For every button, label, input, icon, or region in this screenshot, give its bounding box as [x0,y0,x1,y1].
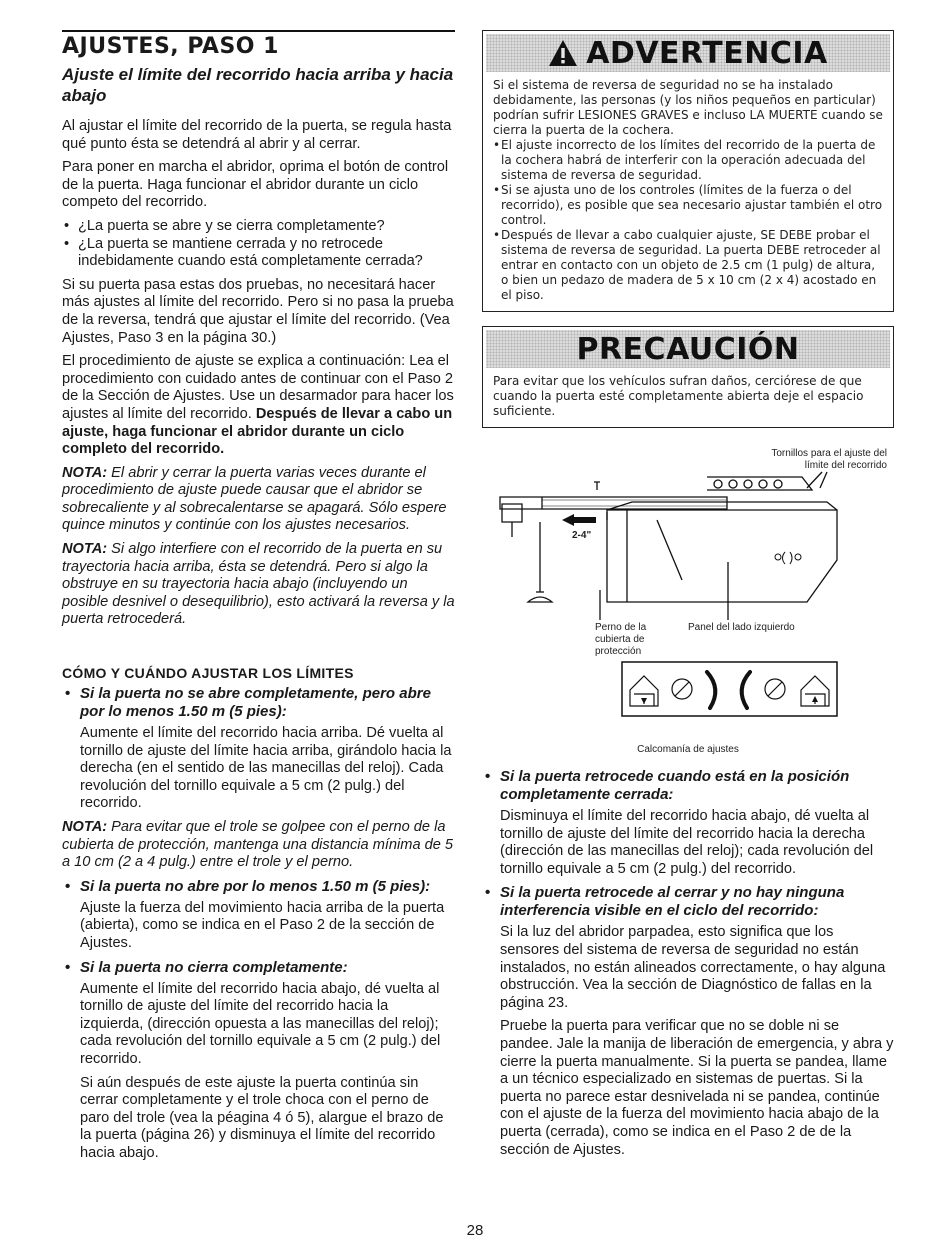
warning-box [482,30,894,312]
note-overheat [62,465,455,535]
case-not-fully-open [62,685,455,872]
caution-banner [486,330,890,368]
left-column [62,30,455,1169]
case-heading: • Si la puerta retrocede al cerrar y no hay ninguna interferencia visible en el ciclo del recorrido: [482,884,894,920]
procedure-paragraph [62,353,455,459]
right-column [482,30,894,1165]
list-item: • ¿La puerta se abre y se cierra completamente? [62,218,455,236]
case-text: Si aún después de este ajuste la puerta continúa sin cerrar completamente y el trole choca con el perno de paro del trole (vea la péagina 4 ó 5), alargue el brazo de la puerta (página 26) y disminuya el límite del recorrido hacia abajo. [80,1074,444,1161]
section-subtitle: Ajuste el límite del recorrido hacia arriba y hacia abajo [62,65,454,105]
right-cases [482,768,894,1159]
warning-bullet: • Si se ajusta uno de los controles (límites de la fuerza o del recorrido), es posible que sea necesario ajustar también el otro control. [493,183,883,228]
intro-paragraph: Al ajustar el límite del recorrido de la puerta, se regula hasta qué punto ésta se detendrá al abrir y al cerrar. [62,118,452,152]
case-heading: • Si la puerta no se abre completamente, pero abre por lo menos 1.50 m (5 pies): [62,685,455,721]
opener-illustration [482,442,894,652]
case-reverses-no-interference [482,884,894,1159]
panel-label: Panel del lado izquierdo [688,622,795,633]
screws-label: Tornillos para el ajuste del límite del recorrido [771,448,887,471]
bolt-label: Perno de la cubierta de protección [595,622,647,657]
note-trolley [62,819,455,872]
page-number: 28 [466,1222,484,1239]
warning-bullet: • El ajuste incorrecto de los límites del recorrido de la puerta de la cochera habrá de interferir con la operación adecuada del sistema de reversa de seguridad. [493,138,883,183]
tests-result-paragraph: Si su puerta pasa estas dos pruebas, no necesitará hacer más ajustes al límite del recorrido. Pero si no pasa la prueba de la reversa, tendrá que ajustar el límite del recorrido. (Vea Ajustes, Paso 3 en la página 30.) [62,276,454,346]
page-title: AJUSTES, PASO 1 [62,34,279,59]
note-text: Para evitar que el trole se golpee con el perno de la cubierta de protección, mantenga una distancia mínima de 5 a 10 cm (2 a 4 pulg.) entre el trole y el perno. [62,819,454,871]
decal-illustration [482,652,894,742]
case-text: Aumente el límite del recorrido hacia abajo, dé vuelta al tornillo de ajuste del límite del recorrido hacia la izquierda, (dirección opuesta a las manecillas del reloj); cada revolución del tornillo equivale a 5 cm (2 pulg.) del recorrido. [80,980,441,1067]
case-text: Ajuste la fuerza del movimiento hacia arriba de la puerta (abierta), como se indica en el Paso 2 de la sección de Ajustes. [80,899,445,951]
gap-label: 2-4" [572,530,592,541]
warning-triangle-icon [548,39,578,67]
procedure-bold-text: Después de llevar a cabo un ajuste, haga funcionar el abridor durante un ciclo completo del recorrido. [62,405,453,458]
case-heading: • Si la puerta no abre por lo menos 1.50 m (5 pies): [62,878,455,896]
procedure-text: El procedimiento de ajuste se explica a continuación: Lea el procedimiento con cuidado antes de continuar con el Paso 2 de la Sección de Ajustes. Use un desarmador para hacer los ajustes al límite del recorrido. [62,353,454,422]
note-text: El abrir y cerrar la puerta varias veces durante el procedimiento de ajuste puede causar que el abridor se sobrecaliente y al sobrecalentarse se apagará. Sólo espere quince minutos y continúe con los ajustes necesarios. [62,464,447,534]
opener-diagram [482,442,894,657]
case-text: Pruebe la puerta para verificar que no se doble ni se pandee. Jale la manija de liberación de emergencia, y abra y cierre la puerta manualmente. Si la puerta se pandea, llame a un técnico especializado en sistemas de puertas. Si la puerta no parece estar desnivelada ni se pandea, continúe con el ajuste de la fuerza del movimiento hacia abajo de la puerta (cerrada), como se indica en el Paso 2 de de la sección de Ajustes. [500,1018,894,1158]
caution-box [482,326,894,428]
case-not-open-5ft [62,878,455,953]
case-heading: • Si la puerta retrocede cuando está en la posición completamente cerrada: [482,768,894,804]
warning-text [483,72,893,311]
decal-caption: Calcomanía de ajustes [637,744,739,755]
case-text: Aumente el límite del recorrido hacia arriba. Dé vuelta al tornillo de ajuste del límite hacia arriba, girándolo hacia la derecha (en el sentido de las manecillas del reloj). Cada revolución del tornillo equivale a 5 cm (2 pulg.) del recorrido. [80,725,452,812]
warning-title: ADVERTENCIA [586,35,828,71]
note-text: Si algo interfiere con el recorrido de la puerta en su trayectoria hacia arriba, ésta se detendrá. Pero si algo la obstruye en su trayectoria hacia abajo (incluyendo un posible desnivel o desequilibrio), esto activará la reversa y la puerta retrocederá. [62,541,455,628]
note-label: NOTA: [62,541,108,558]
case-not-close [62,959,455,1163]
caution-title: PRECAUCIÓN [576,331,800,367]
note-interference [62,541,455,629]
note-label: NOTA: [62,819,108,835]
warning-banner [486,34,890,72]
list-item: • ¿La puerta se mantiene cerrada y no retrocede indebidamente cuando está completamente cerrada? [62,236,455,271]
title-rule [62,30,455,32]
case-reverses-closed [482,768,894,878]
adjustment-decal [482,652,894,762]
case-text: Disminuya el límite del recorrido hacia abajo, dé vuelta al tornillo de ajuste del límite del recorrido hacia la derecha (dirección de las manecillas del reloj); cada revolución del tornillo equivale a 5 cm (2 pulg.) del recorrido. [500,808,874,877]
operate-paragraph: Para poner en marcha el abridor, oprima el botón de control de la puerta. Haga funcionar el abridor durante un ciclo competo del recorrido. [62,159,449,211]
how-when-heading: CÓMO Y CUÁNDO AJUSTAR LOS LÍMITES [62,665,354,682]
warning-intro: Si el sistema de reversa de seguridad no se ha instalado debidamente, las personas (y los niños pequeños en particular) podrían sufrir LESIONES GRAVES e incluso LA MUERTE cuando se cierra la puerta de la cochera. [493,78,883,137]
caution-text: Para evitar que los vehículos sufran daños, cerciórese de que cuando la puerta esté completamente abierta deje el espacio suficiente. [493,374,864,418]
test-questions [62,218,455,271]
warning-bullet: • Después de llevar a cabo cualquier ajuste, SE DEBE probar el sistema de reversa de seguridad. La puerta DEBE retroceder al entrar en contacto con un objeto de 2.5 cm (1 pulg) de altura, o bien un pedazo de madera de 5 x 10 cm (2 x 4) acostado en el piso. [493,228,883,303]
note-label: NOTA: [62,464,108,481]
case-heading: • Si la puerta no cierra completamente: [62,959,455,977]
case-text: Si la luz del abridor parpadea, esto significa que los sensores del sistema de reversa de seguridad no están instalados, no están alineados correctamente, o hay alguna obstrucción. Vea la sección de Diagnóstico de fallas en la página 23. [500,924,886,1011]
